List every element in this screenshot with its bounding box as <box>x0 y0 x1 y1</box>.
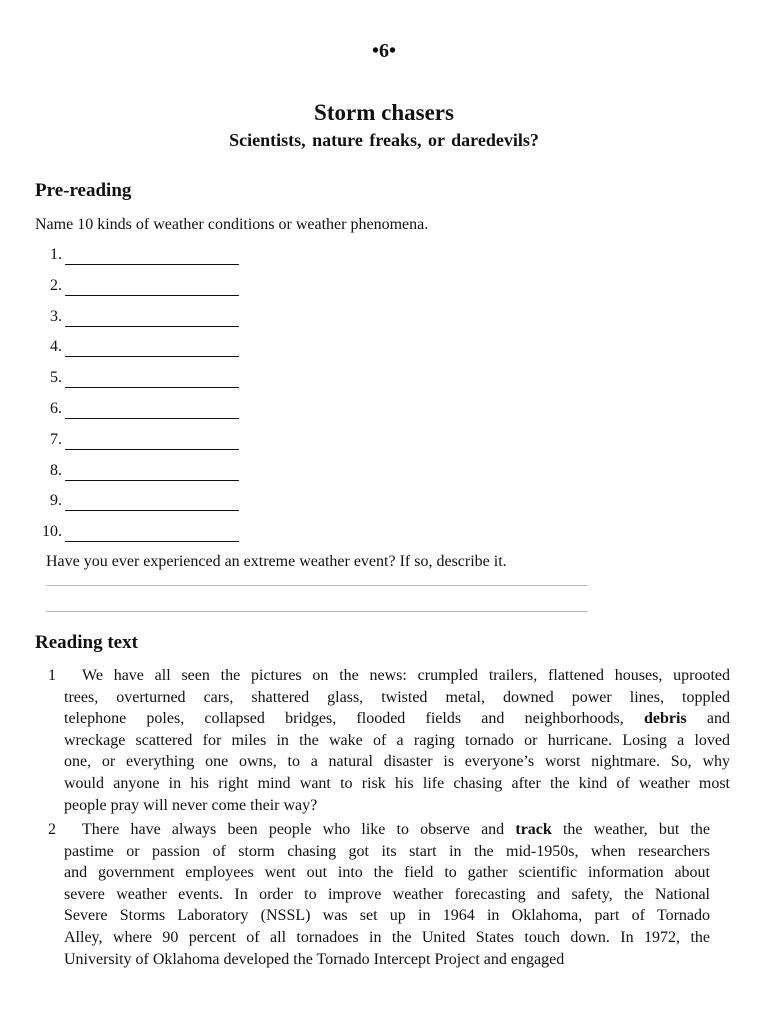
text-line: wreckage scattered for miles in the wake of a raging tornado or hurricane. Losing a loved <box>64 731 730 749</box>
text-line: would anyone in his right mind want to risk his life chasing after the kind of weather most <box>64 774 730 792</box>
paragraph-number: 1 <box>48 667 56 684</box>
pre-reading-heading: Pre-reading <box>35 180 132 201</box>
paragraph-2 <box>48 819 710 970</box>
item-number: 3. <box>50 307 62 325</box>
text-segment: the weather, but the <box>551 821 711 838</box>
item-number: 9. <box>50 492 62 510</box>
paragraph-number: 2 <box>48 821 56 838</box>
item-number: 4. <box>50 338 62 356</box>
text-line: Severe Storms Laboratory (NSSL) was set up in 1964 in Oklahoma, part of Tornado <box>64 907 710 925</box>
pre-reading-instruction: Name 10 kinds of weather conditions or weather phenomena. <box>35 216 429 233</box>
answer-blank[interactable] <box>65 418 239 419</box>
item-number: 10. <box>42 523 62 541</box>
answer-item <box>34 369 62 400</box>
paragraph-text <box>64 819 710 970</box>
text-line: University of Oklahoma developed the Tornado Intercept Project and engaged <box>64 950 565 968</box>
answer-blank[interactable] <box>65 449 239 450</box>
answer-blank[interactable] <box>65 295 239 296</box>
text-segment: telephone poles, collapsed bridges, flooded fields and neighborhoods, <box>64 710 644 728</box>
vocabulary-term: debris <box>643 710 687 728</box>
answer-line[interactable] <box>46 611 588 612</box>
answer-blank[interactable] <box>65 480 239 481</box>
answer-blank[interactable] <box>65 326 239 327</box>
item-number: 1. <box>50 246 62 263</box>
text-line: severe weather events. In order to improve weather forecasting and safety, the National <box>64 885 710 903</box>
item-number: 6. <box>50 399 62 417</box>
answer-item <box>34 431 62 462</box>
text-line: people pray will never come their way? <box>64 796 318 814</box>
item-number: 8. <box>50 461 62 479</box>
answer-item <box>34 338 62 369</box>
text-line: one, or everything one owns, to a natural disaster is everyone’s worst nightmare. So, why <box>64 753 730 771</box>
vocabulary-term: track <box>515 821 552 838</box>
answer-blank[interactable] <box>65 264 239 265</box>
item-number: 5. <box>50 369 62 387</box>
text-line <box>82 819 710 841</box>
answer-item <box>34 523 62 554</box>
answer-blank[interactable] <box>65 541 239 542</box>
reading-text-heading: Reading text <box>35 632 138 653</box>
text-line: Alley, where 90 percent of all tornadoes in the United States touch down. In 1972, the <box>64 928 710 946</box>
answer-list <box>34 246 62 554</box>
answer-line[interactable] <box>46 585 588 586</box>
text-line: We have all seen the pictures on the news: crumpled trailers, flattened houses, uprooted <box>82 667 730 684</box>
answer-blank[interactable] <box>65 356 239 357</box>
answer-blank[interactable] <box>65 510 239 511</box>
answer-item <box>34 492 62 523</box>
text-line: pastime or passion of storm chasing got its start in the mid-1950s, when researchers <box>64 842 710 860</box>
text-segment: and <box>686 710 730 728</box>
answer-item <box>34 246 62 277</box>
text-line: and government employees went out into the field to gather scientific information about <box>64 864 710 882</box>
text-line: trees, overturned cars, shattered glass, twisted metal, downed power lines, toppled <box>64 688 730 706</box>
answer-item <box>34 462 62 493</box>
page-subtitle: Scientists, nature freaks, or daredevils? <box>229 130 539 150</box>
experience-question: Have you ever experienced an extreme weather event? If so, describe it. <box>46 553 507 570</box>
answer-item <box>34 400 62 431</box>
item-number: 7. <box>50 430 62 448</box>
page-title: Storm chasers <box>314 100 454 125</box>
item-number: 2. <box>50 276 62 294</box>
answer-item <box>34 308 62 339</box>
answer-item <box>34 277 62 308</box>
paragraph-1 <box>48 665 730 816</box>
paragraph-text <box>64 665 730 816</box>
text-segment: There have always been people who like to observe and <box>82 821 516 838</box>
text-line <box>64 708 730 730</box>
page-number: •6• <box>371 40 396 62</box>
answer-blank[interactable] <box>65 387 239 388</box>
